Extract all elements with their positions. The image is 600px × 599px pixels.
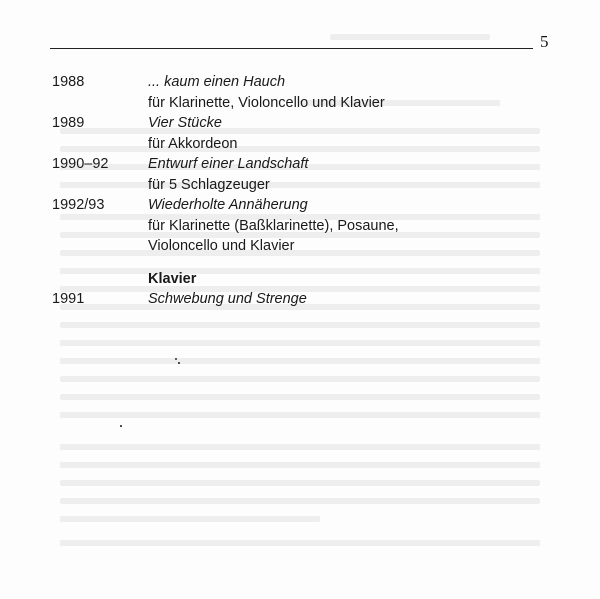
work-year: 1991 — [52, 291, 85, 307]
work-year: 1989 — [52, 115, 85, 131]
work-title: Entwurf einer Landschaft — [148, 156, 309, 172]
work-title: Vier Stücke — [148, 115, 222, 131]
print-speck — [120, 425, 122, 427]
page-number: 5 — [540, 32, 549, 51]
work-instrumentation: Violoncello und Klavier — [148, 238, 295, 254]
work-title: Schwebung und Strenge — [148, 291, 307, 307]
header-rule — [50, 48, 533, 49]
work-year: 1992/93 — [52, 197, 105, 213]
work-body — [148, 154, 532, 195]
print-speck — [178, 362, 180, 364]
print-speck — [175, 358, 177, 360]
work-title: Wiederholte Annäherung — [148, 197, 308, 213]
work-body — [148, 113, 532, 154]
work-body — [148, 289, 532, 310]
work-entry — [52, 113, 532, 154]
work-body — [148, 195, 532, 257]
work-year: 1988 — [52, 74, 85, 90]
work-instrumentation: für 5 Schlagzeuger — [148, 176, 270, 193]
work-entry — [52, 195, 532, 257]
work-title: ... kaum einen Hauch — [148, 74, 286, 90]
work-instrumentation: für Klarinette (Baßklarinette), Posaune, — [148, 217, 399, 234]
section-heading-klavier: Klavier — [148, 270, 197, 287]
work-instrumentation: für Klarinette, Violoncello und Klavier — [148, 94, 385, 111]
work-entry — [52, 289, 532, 310]
work-entry — [52, 154, 532, 195]
works-list — [52, 72, 532, 310]
work-entry — [52, 72, 532, 113]
work-year: 1990–92 — [52, 156, 109, 172]
work-instrumentation: für Akkordeon — [148, 135, 238, 152]
work-body — [148, 72, 532, 113]
